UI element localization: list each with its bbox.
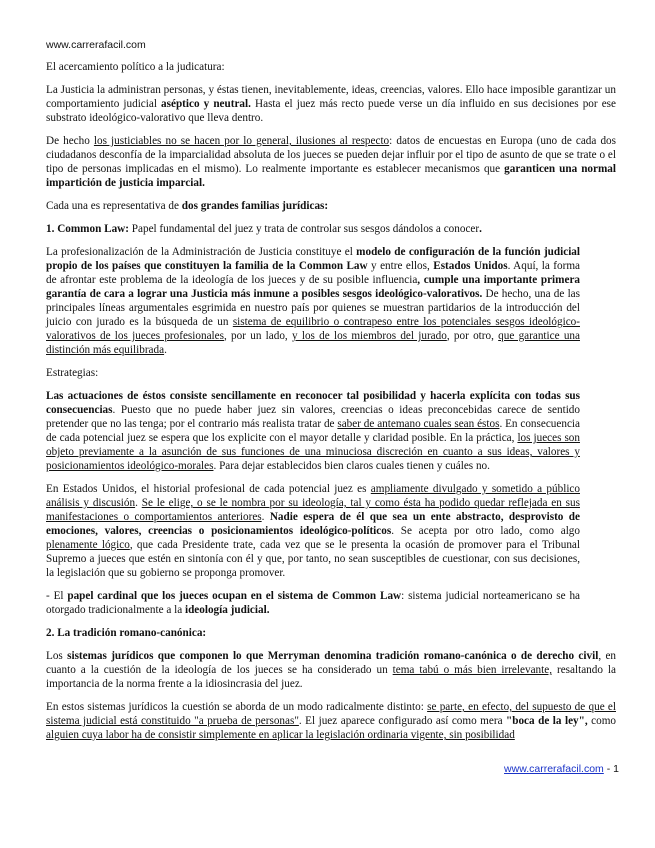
paragraph-justice: La Justicia la administran personas, y éstas tienen, inevitablemente, ideas, creencias, valores. Ello hace imposible garantizar un comportamiento judicial aséptico y neutral. Hasta el juez más recto puede verse un día influido en sus decisiones por ese substrato ideológico-valorativo que lleva dentro. [46,84,616,124]
section-heading-romano-canonica: 2. La tradición romano-canónica: [46,627,207,639]
paragraph-profesionalizacion: La profesionalización de la Administración de Justicia constituye el modelo de configuración de la función judicial propio de los países que constituyen la familia de la Common Law y entre ellos, Estados Unidos. Aquí, la forma de afrontar este problema de la ideología de los jueces y de su posible influencia, cumple una importante primera garantía de cara a lograr una Justicia más inmune a posibles sesgos ideológico-valorativos. De hecho, una de las principales líneas argumentales esgrimida en nuestro país por quienes se muestran partidarios de la introducción del juicio con jurado es la búsqueda de un sistema de equilibrio o contrapeso entre los potenciales sesgos ideológico-valorativos de los jueces profesionales, por un lado, y los de los miembros del jurado, por otro, que garantice una distinción más equilibrada. [46,246,581,356]
paragraph-estados-unidos: En Estados Unidos, el historial profesional de cada potencial juez es ampliamente divulgado y sometido a público análisis y discusión. Se le elige, o se le nombra por su ideología, tal y como ésta ha podido quedar reflejada en sus manifestaciones o comportamientos anteriores. Nadie espera de él que sea un ente abstracto, desprovisto de emociones, valores, creencias o posicionamientos ideológico-políticos. Se acepta por otro lado, como algo plenamente lógico, que cada Presidente trate, cada vez que se le presenta la ocasión de promover para el Tribunal Supremo a jueces que estén en sintonía con él y que, por tanto, no sean susceptibles de cuestionar, con sus decisiones, la legislación que su gobierno se proponga promover. [46,483,580,579]
paragraph-justiciables: De hecho los justiciables no se hacen por lo general, ilusiones al respecto: datos de encuestas en Europa (uno de cada dos ciudadanos desconfía de la imparcialidad absoluta de los jueces se pueden dejar influir por el tipo de asunto de que se trate o el tipo de personas implicadas en el mismo). Lo realmente importante es establecer mecanismos que garanticen una normal impartición de justicia imparcial. [46,135,617,189]
page-footer [504,763,619,775]
paragraph-boca-de-la-ley: En estos sistemas jurídicos la cuestión se aborda de un modo radicalmente distinto: se parte, en efecto, del supuesto de que el sistema judicial está constituido "a prueba de personas". El juez aparece configurado así como mera "boca de la ley", como alguien cuya labor ha de consistir simplemente en aplicar la legislación ordinaria vigente, sin posibilidad [46,701,617,741]
paragraph-actuaciones: Las actuaciones de éstos consiste sencillamente en reconocer tal posibilidad y hacerla explícita con todas sus consecuencias. Puesto que no puede haber juez sin valores, creencias o ideas preconcebidas carece de sentido pretender que no las tenga; por el contrario más realista tratar de saber de antemano cuales sean éstos. En consecuencia de cada potencial juez se espera que los explicite con el mayor detalle y claridad posible. En la práctica, los jueces son objeto previamente a la asunción de sus funciones de una minuciosa discreción en cuanto a sus ideas, valores y posicionamientos ideológico-morales. Para dejar establecidos bien claros cuales tienen y cuáles no. [46,390,581,472]
page-number: 1 [613,763,619,775]
strategies-label: Estrategias: [46,367,99,379]
intro-paragraph: El acercamiento político a la judicatura: [46,61,225,73]
footer-site-link[interactable]: www.carrerafacil.com [504,763,604,775]
footer-separator: - [603,763,614,775]
paragraph-families: Cada una es representativa de dos grandes familias jurídicas: [46,200,329,212]
document-body [46,60,616,751]
paragraph-sistemas-juridicos: Los sistemas jurídicos que componen lo que Merryman denomina tradición romano-canónica o de derecho civil, en cuanto a la cuestión de la ideología de los jueces se ha considerado un tema tabú o más bien irrelevante, resaltando la importancia de la norma frente a la idiosincrasia del juez. [46,650,617,690]
site-header: www.carrerafacil.com [46,39,146,51]
paragraph-papel-cardinal: - El papel cardinal que los jueces ocupan en el sistema de Common Law: sistema judicial norteamericano se ha otorgado tradicionalmente a la ideología judicial. [46,590,580,616]
section-heading-common-law: 1. Common Law: Papel fundamental del juez y trata de controlar sus sesgos dándolos a conocer. [46,223,482,235]
